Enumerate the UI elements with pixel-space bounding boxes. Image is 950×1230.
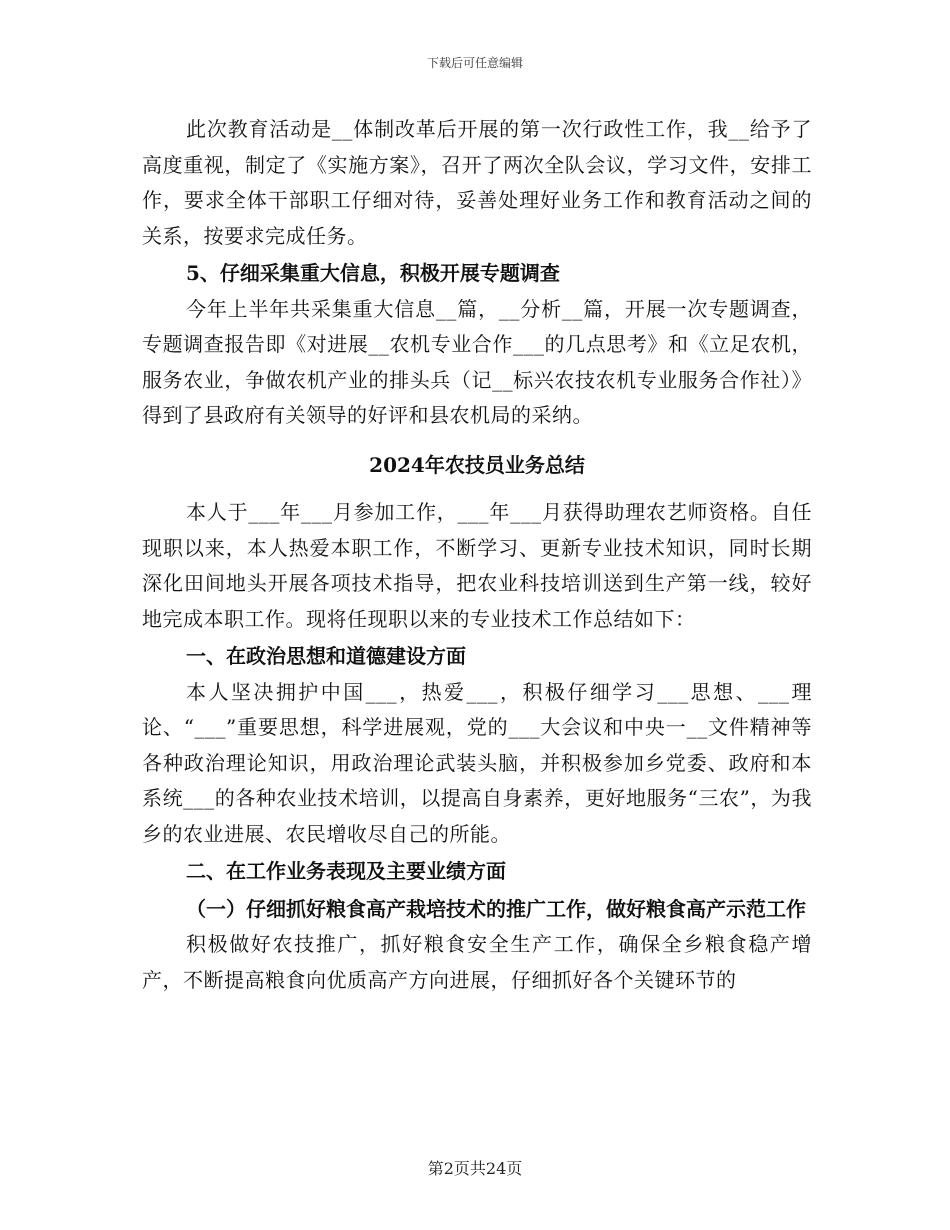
section-heading-politics: 一、在政治思想和道德建设方面 xyxy=(186,644,466,668)
paragraph-education-activity: 此次教育活动是__体制改革后开展的第一次行政性工作，我__给予了高度重视，制定了《实施方案》，召开了两次全队会议，学习文件，安排工作，要求全体干部职工仔细对待，妥善处理好业务工作和教育活动之间的关系，按要求完成任务。 xyxy=(142,117,812,248)
section-heading-work: 二、在工作业务表现及主要业绩方面 xyxy=(186,859,506,883)
document-title: 2024年农技员业务总结 xyxy=(369,452,585,477)
subsection-heading-grain: （一）仔细抓好粮食高产栽培技术的推广工作，做好粮食高产示范工作 xyxy=(186,896,806,921)
page-header-note: 下载后可任意编辑 xyxy=(426,56,523,70)
paragraph-grain-promotion: 积极做好农技推广，抓好粮食安全生产工作，确保全乡粮食稳产增产，不断提高粮食向优质高产方向进展，仔细抓好各个关键环节的 xyxy=(142,932,812,992)
paragraph-politics: 本人坚决拥护中国___，热爱___，积极仔细学习___思想、___理论、“___”重要思想，科学进展观，党的___大会议和中央一__文件精神等各种政治理论知识，用政治理论武装头脑，并积极参加乡党委、政府和本系统___的各种农业技术培训，以提高自身素养，更好地服务“三农”，为我乡的农业进展、农民增收尽自己的所能。 xyxy=(142,679,812,846)
page-number-footer: 第2页共24页 xyxy=(427,1159,523,1178)
document-body xyxy=(142,112,812,998)
paragraph-introduction: 本人于___年___月参加工作，___年___月获得助理农艺师资格。自任现职以来，本人热爱本职工作，不断学习、更新专业技术知识，同时长期深化田间地头开展各项技术指导，把农业科技培训送到生产第一线，较好地完成本职工作。现将任现职以来的专业技术工作总结如下： xyxy=(142,500,812,631)
section-heading-5: 5、仔细采集重大信息，积极开展专题调查 xyxy=(186,261,560,285)
paragraph-information-collection: 今年上半年共采集重大信息__篇，__分析__篇，开展一次专题调查，专题调查报告即《对进展__农机专业合作___的几点思考》和《立足农机，服务农业，争做农机产业的排头兵（记__标兴农技农机专业服务合作社）》得到了县政府有关领导的好评和县农机局的采纳。 xyxy=(142,296,812,427)
